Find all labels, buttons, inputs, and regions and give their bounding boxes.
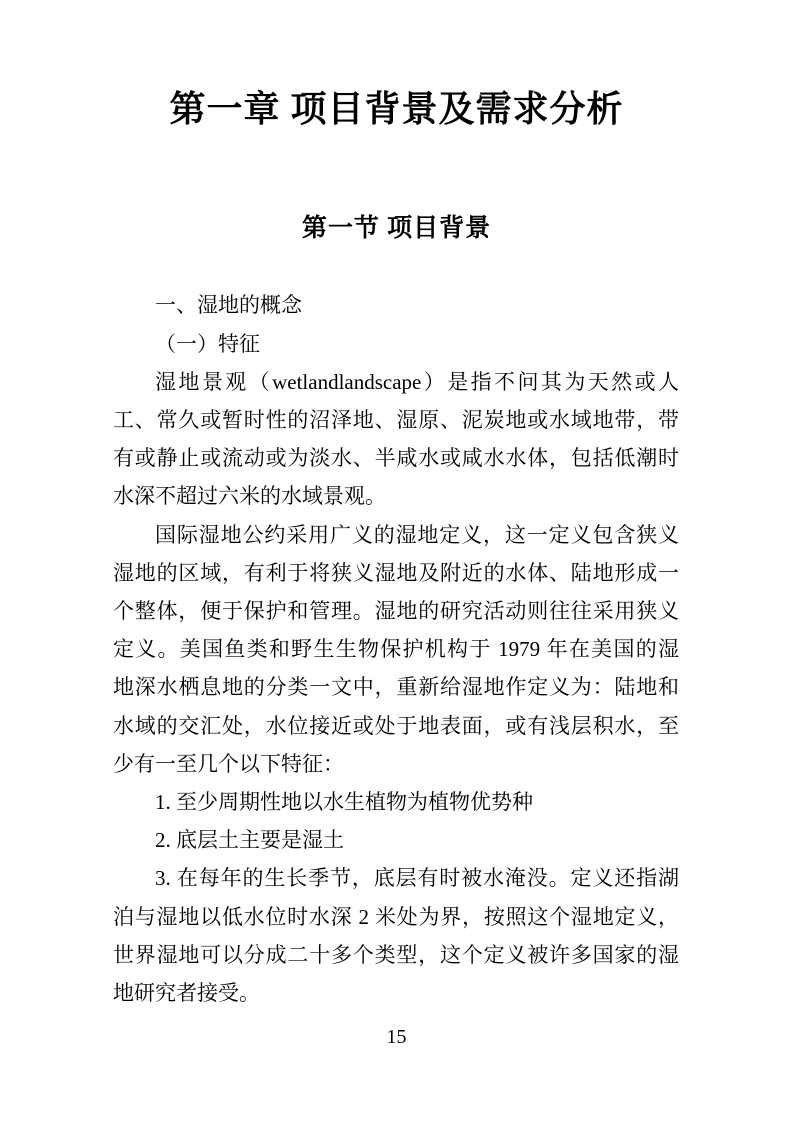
text-line: 2. 底层土主要是湿土 [155,828,344,853]
section-title: 第一节 项目背景 [301,214,492,242]
text-line: （一）特征 [155,331,260,356]
text-line: 世界湿地可以分成二十多个类型，这个定义被许多国家的湿 [113,942,679,967]
text-line: 少有一至几个以下特征： [113,751,344,776]
text-line: 湿地的区域，有利于将狭义湿地及附近的水体、陆地形成一 [113,560,679,585]
chapter-title: 第一章 项目背景及需求分析 [169,89,624,129]
text-line: 定义。美国鱼类和野生生物保护机构于 1979 年在美国的湿 [113,637,679,662]
text-line: 3. 在每年的生长季节，底层有时被水淹没。定义还指湖 [155,866,679,891]
paragraph [113,325,679,363]
text-line: 国际湿地公约采用广义的湿地定义，这一定义包含狭义 [155,522,679,547]
text-line: 有或静止或流动或为淡水、半咸水或咸水水体，包括低潮时 [113,446,679,471]
text-line: 水深不超过六米的水域景观。 [113,484,386,509]
text-line: 地研究者接受。 [113,980,260,1005]
text-line: 工、常久或暂时性的沼泽地、湿原、泥炭地或水域地带，带 [113,407,679,432]
paragraph [113,516,679,783]
text-line: 泊与湿地以低水位时水深 2 米处为界，按照这个湿地定义， [113,904,679,929]
page-number: 15 [386,1026,407,1048]
document-body [113,286,679,1012]
text-line: 1. 至少周期性地以水生植物为植物优势种 [155,789,533,814]
text-line: 湿地景观（wetlandlandscape）是指不问其为天然或人 [155,369,679,394]
paragraph [113,363,679,516]
text-line: 一、湿地的概念 [155,293,302,318]
paragraph [113,286,679,324]
text-line: 个整体，便于保护和管理。湿地的研究活动则往往采用狭义 [113,598,679,623]
paragraph [113,783,679,821]
text-line: 地深水栖息地的分类一文中，重新给湿地作定义为：陆地和 [113,675,679,700]
paragraph [113,859,679,1012]
paragraph [113,821,679,859]
text-line: 水域的交汇处，水位接近或处于地表面，或有浅层积水，至 [113,713,679,738]
